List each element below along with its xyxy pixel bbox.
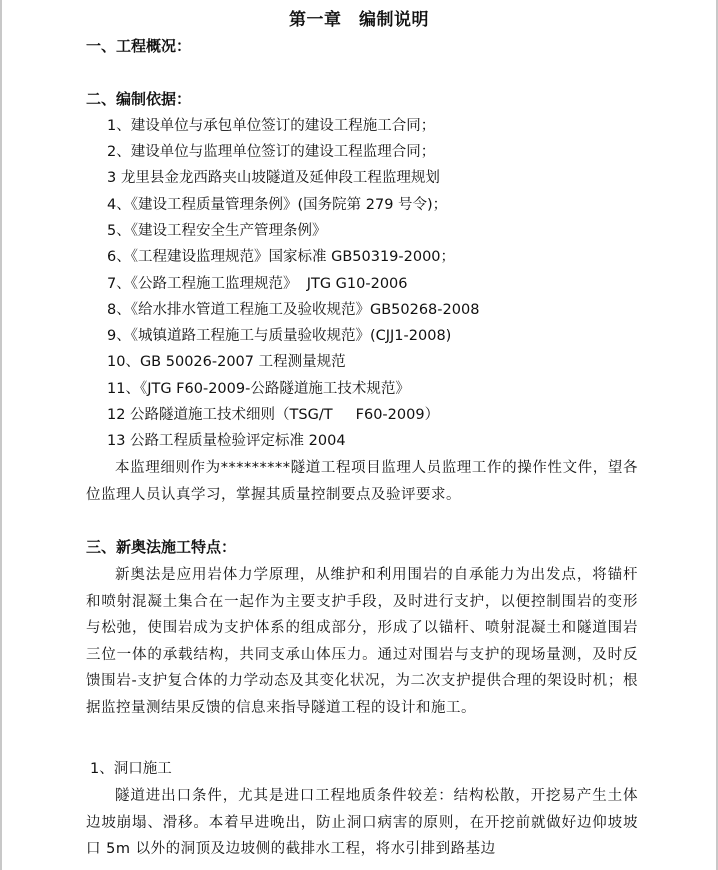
reference-item: 3 龙里县金龙西路夹山坡隧道及延伸段工程监理规划 bbox=[107, 170, 440, 186]
section-heading-features: 三、新奥法施工特点： bbox=[86, 538, 237, 556]
chapter-title: 第一章 编制说明 bbox=[289, 10, 429, 30]
reference-item: 9、《城镇道路工程施工与质量验收规范》(CJJ1-2008) bbox=[107, 328, 452, 344]
subsection-heading-portal: 1、洞口施工 bbox=[90, 761, 172, 777]
reference-item: 5、《建设工程安全生产管理条例》 bbox=[107, 223, 327, 239]
reference-item: 7、《公路工程施工监理规范》 JTG G10-2006 bbox=[107, 276, 408, 292]
reference-item: 2、建设单位与监理单位签订的建设工程监理合同； bbox=[107, 144, 436, 160]
section-heading-overview: 一、工程概况： bbox=[86, 37, 192, 55]
reference-item: 10、GB 50026-2007 工程测量规范 bbox=[107, 354, 346, 370]
reference-item: 8、《给水排水管道工程施工及验收规范》GB50268-2008 bbox=[107, 302, 480, 318]
features-paragraph: 新奥法是应用岩体力学原理，从维护和利用围岩的自承能力为出发点，将锚杆和喷射混凝土集合在一起作为主要支护手段，及时进行支护，以便控制围岩的变形与松弛，使围岩成为支护体系的组成部分，形成了以锚杆、喷射混凝土和隧道围岩三位一体的承载结构，共同支承山体压力。通过对围岩与支护的现场量测，及时反馈围岩-支护复合体的力学动态及其变化状况，为二次支护提供合理的架设时机；根据监控量测结果反馈的信息来指导隧道工程的设计和施工。 bbox=[86, 567, 638, 716]
reference-item: 12 公路隧道施工技术细则（TSG/T F60-2009） bbox=[107, 407, 440, 423]
reference-item: 13 公路工程质量检验评定标准 2004 bbox=[107, 433, 346, 449]
reference-item: 4、《建设工程质量管理条例》(国务院第 279 号令)； bbox=[107, 197, 448, 213]
reference-item: 11、《JTG F60-2009-公路隧道施工技术规范》 bbox=[107, 381, 410, 397]
section-heading-basis: 二、编制依据： bbox=[86, 90, 192, 108]
basis-paragraph: 本监理细则作为*********隧道工程项目监理人员监理工作的操作性文件，望各位监理人员认真学习，掌握其质量控制要点及验评要求。 bbox=[86, 460, 638, 503]
reference-item: 6、《工程建设监理规范》国家标准 GB50319-2000； bbox=[107, 249, 456, 265]
reference-item: 1、建设单位与承包单位签订的建设工程施工合同； bbox=[107, 118, 436, 134]
portal-paragraph: 隧道进出口条件，尤其是进口工程地质条件较差：结构松散，开挖易产生土体边坡崩塌、滑移。本着早进晚出，防止洞口病害的原则，在开挖前就做好边仰坡坡口 5m 以外的洞顶及边坡侧的截排水工程，将水引排到路基边 bbox=[86, 788, 638, 857]
